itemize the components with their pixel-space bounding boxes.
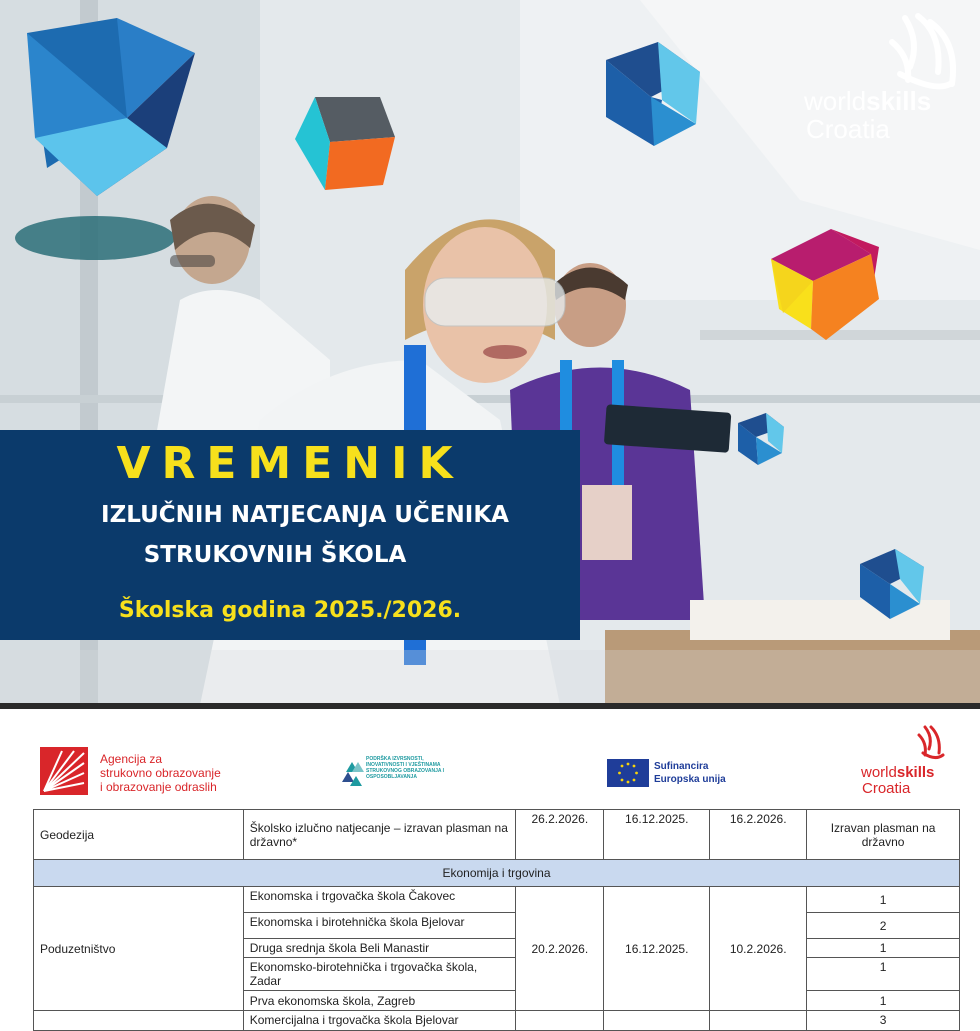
schedule-table — [33, 809, 960, 1031]
date-cell: 16.12.2025. — [604, 887, 710, 1011]
hero-logo-wordmark: worldskills — [804, 86, 932, 116]
subtitle-line-1: IZLUČNIH NATJECANJA UČENIKA — [101, 502, 509, 528]
discipline-cell: Poduzetništvo — [34, 887, 244, 1011]
table-row — [34, 810, 960, 860]
podrska-logo-icon — [342, 758, 364, 786]
discipline-cell: Geodezija — [34, 810, 244, 860]
count-cell: 1 — [807, 887, 960, 913]
hero-logo-country: Croatia — [806, 114, 890, 144]
count-cell: 1 — [807, 958, 960, 991]
date-cell: 16.12.2025. — [604, 810, 710, 860]
count-cell: 1 — [807, 939, 960, 958]
eu-logo-text: Sufinancira Europska unija — [654, 761, 726, 785]
page-title: VREMENIK — [116, 438, 464, 489]
count-cell: 1 — [807, 991, 960, 1011]
count-cell: 2 — [807, 913, 960, 939]
subtitle-line-2: STRUKOVNIH ŠKOLA — [143, 542, 407, 568]
worldskills-red-hand-icon — [905, 725, 945, 765]
eu-flag-icon — [607, 759, 649, 787]
table-row — [34, 887, 960, 913]
cube-blue-top-right — [606, 42, 700, 146]
school-cell: Komercijalna i trgovačka škola Bjelovar — [243, 1011, 516, 1031]
table-row — [34, 1011, 960, 1031]
hero-divider — [0, 703, 980, 709]
count-cell: 3 — [807, 1011, 960, 1031]
school-cell: Prva ekonomska škola, Zagreb — [243, 991, 516, 1011]
worldskills-wordmark: worldskills — [861, 764, 935, 781]
school-cell: Ekonomska i trgovačka škola Čakovec — [243, 887, 516, 913]
school-cell: Ekonomsko-birotehnička i trgovačka škola, Zadar — [243, 958, 516, 991]
date-cell — [710, 1011, 807, 1031]
cube-blue-bottom-right — [860, 549, 924, 619]
section-header: Ekonomija i trgovina — [34, 860, 960, 887]
result-cell: Izravan plasman na državno — [807, 810, 960, 860]
competition-cell: Školsko izlučno natjecanje – izravan plasman na državno* — [243, 810, 516, 860]
worldskills-country: Croatia — [862, 780, 911, 797]
date-cell — [516, 1011, 604, 1031]
cube-blue-large — [27, 18, 197, 196]
date-cell: 20.2.2026. — [516, 887, 604, 1011]
asoo-logo-text: Agencija za strukovno obrazovanje i obrazovanje odraslih — [100, 752, 221, 794]
podrska-logo-text: PODRŠKA IZVRSNOSTI, INOVATIVNOSTI I VJEŠTINAMA STRUKOVNOG OBRAZOVANJA I OSPOSOBLJAVANJA — [366, 756, 445, 780]
school-cell: Druga srednja škola Beli Manastir — [243, 939, 516, 958]
asoo-logo-icon — [40, 747, 88, 795]
cube-yellow-magenta — [771, 229, 879, 340]
date-cell: 16.2.2026. — [710, 810, 807, 860]
date-cell — [604, 1011, 710, 1031]
school-cell: Ekonomska i birotehnička škola Bjelovar — [243, 913, 516, 939]
date-cell: 10.2.2026. — [710, 887, 807, 1011]
discipline-cell — [34, 1011, 244, 1031]
school-year: Školska godina 2025./2026. — [118, 598, 462, 623]
date-cell: 26.2.2026. — [516, 810, 604, 860]
cube-teal-orange — [295, 97, 395, 190]
cube-small-blue — [738, 413, 784, 465]
section-header-row — [34, 860, 960, 887]
